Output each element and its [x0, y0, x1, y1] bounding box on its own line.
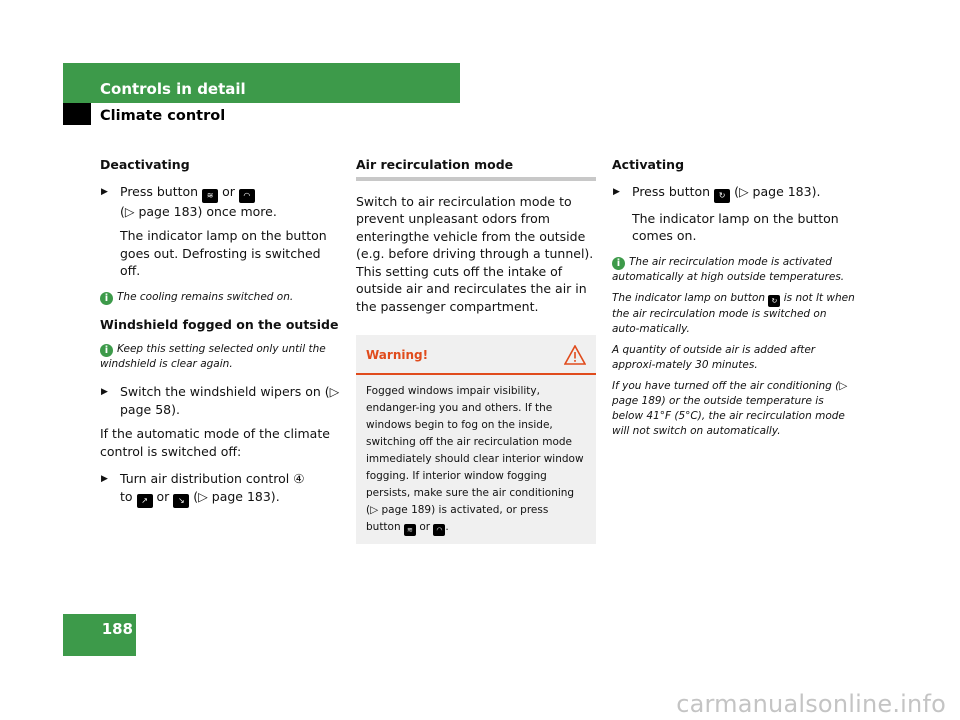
step-result: The indicator lamp on the button goes out. Defrosting is switched off. [120, 228, 327, 278]
subsection-title: Climate control [100, 108, 226, 124]
section-title: Controls in detail [100, 80, 246, 98]
warning-box [356, 335, 596, 544]
warning-triangle-icon [564, 345, 586, 365]
step-press-recirculation: ▶ Press button ↻ (▷ page 183). [612, 183, 857, 203]
auto-mode-text: If the automatic mode of the climate control is switched off: [100, 426, 330, 459]
defrost-icon: ◠ [239, 189, 255, 203]
info-icon: i [100, 344, 113, 357]
step-arrow-icon: ▶ [613, 186, 620, 197]
deactivating-heading: Deactivating [100, 157, 190, 172]
windshield-footwell-airflow-icon: ↘ [173, 494, 189, 508]
page-number: 188 [101, 620, 133, 638]
info-note: i Keep this setting selected only until the windshield is clear again. [100, 343, 326, 370]
step-air-distribution: ▶ Turn air distribution control ④ to ↗ or ↘ (▷ page 183). [100, 470, 340, 508]
warning-header [356, 335, 596, 375]
step-press-defrost: ▶ Press button ≋ or ◠ (▷ page 183) once more. [101, 183, 277, 219]
step-arrow-icon: ▶ [101, 474, 108, 484]
info-icon: i [100, 292, 113, 305]
step-arrow-icon: ▶ [101, 387, 108, 397]
front-defrost-icon: ≋ [404, 524, 416, 536]
info-notes: i The air recirculation mode is activated automatically at high outside temperatures. The indicator lamp on button ↻ is not lt when the air recirculation mode is switched on auto-matically. A quantity of outside air is added after approxi-mately 30 minutes. If you have turned off the air conditioning (▷ page 189) or the outside temperature is below 41°F (5°C), the air recirculation mode will not switch on automatically. [612, 255, 855, 437]
windshield-airflow-icon: ↗ [137, 494, 153, 508]
column-1 [100, 156, 340, 515]
watermark: carmanualsonline.info [676, 690, 946, 718]
activating-heading: Activating [612, 157, 685, 172]
windshield-heading: Windshield fogged on the outside [100, 316, 339, 332]
info-icon: i [612, 257, 625, 270]
step-wipers: ▶ Switch the windshield wipers on (▷ page 58). [101, 384, 340, 417]
header-tab-marker [63, 103, 91, 125]
info-note: i The cooling remains switched on. [100, 290, 340, 305]
air-recirculation-heading: Air recirculation mode [356, 156, 596, 181]
column-2 [356, 156, 596, 544]
warning-title: Warning! [366, 347, 429, 362]
front-defrost-icon: ≋ [202, 189, 218, 203]
recirculation-intro: Switch to air recirculation mode to prevent unpleasant odors from enteringthe vehicle from the outside (e.g. before driving through a tunnel). This setting cuts off the intake of outside air and recirculates the air in the passenger compartment. [356, 193, 594, 314]
air-recirculation-icon: ↻ [768, 295, 780, 307]
defrost-icon: ◠ [433, 524, 445, 536]
step-arrow-icon: ▶ [101, 186, 108, 197]
step-result: The indicator lamp on the button comes on. [632, 210, 839, 243]
column-3 [612, 156, 857, 450]
air-recirculation-icon: ↻ [714, 189, 730, 203]
warning-body: Fogged windows impair visibility, endanger-ing you and others. If the windows begin to fog on the inside, switching off the air recirculation mode immediately should clear interior window fogging. If interior window fogging persists, make sure the air conditioning (▷ page 189) is activated, or press button ≋ or ◠ . [366, 385, 584, 534]
